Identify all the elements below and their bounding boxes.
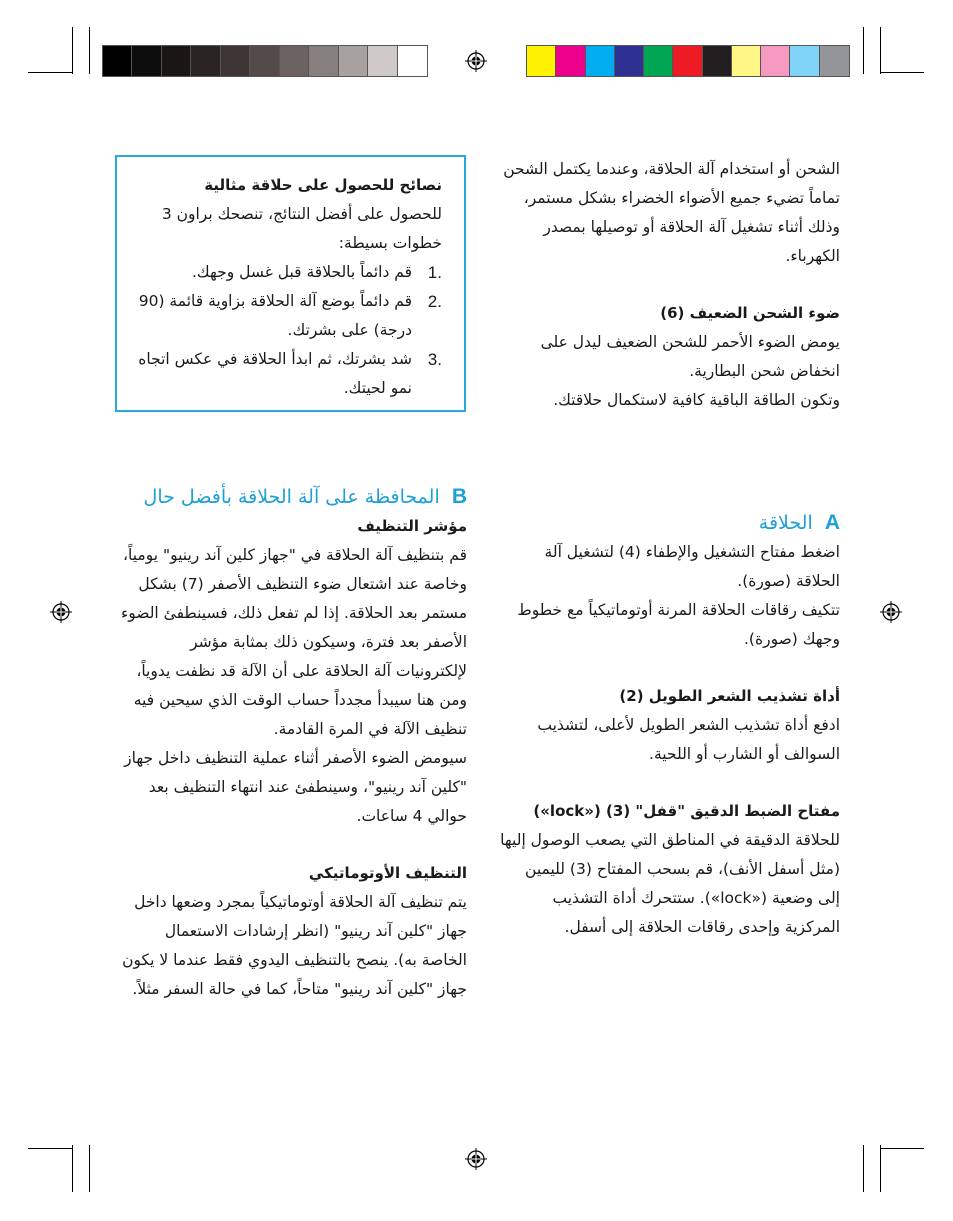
gray-swatch [132,46,161,76]
gray-swatch [309,46,338,76]
gray-swatch [191,46,220,76]
lock-heading: مفتاح الضبط الدقيق "قفل" (3) («lock») [533,802,840,820]
color-swatch [586,46,615,76]
item-text: قم دائماً بالحلاقة قبل غسل وجهك. [192,263,412,281]
tips-list [135,258,442,403]
shaving-text: اضغط مفتاح التشغيل والإطفاء (4) لتشغيل آلة الحلاقة (صورة). [544,543,840,590]
trimmer-heading: أداة تشذيب الشعر الطويل (2) [619,687,840,705]
right-column [500,155,840,415]
gray-swatch [221,46,250,76]
color-swatch [703,46,732,76]
low-charge-heading: ضوء الشحن الضعيف (6) [660,304,840,322]
tips-title: نصائح للحصول على حلاقة مثالية [204,176,442,194]
item-number: .3 [427,350,442,369]
cleaning-indicator-text: سيومض الضوء الأصفر أثناء عملية التنظيف داخل جهاز "كلين آند رينيو"، وسينطفئ عند انتهاء التنظيف بعد حوالي 4 ساعات. [124,749,467,825]
registration-mark-icon [50,601,72,623]
low-charge-text: يومض الضوء الأحمر للشحن الضعيف ليدل على انخفاض شحن البطارية. [540,333,840,380]
low-charge-text: وتكون الطاقة الباقية كافية لاستكمال حلاقتك. [553,391,840,409]
section-letter: A [824,511,840,534]
cleaning-indicator-text: قم بتنظيف آلة الحلاقة في "جهاز كلين آند رينيو" يومياً، وخاصة عند اشتعال ضوء التنظيف الأصفر (7) بشكل مستمر بعد الحلاقة. إذا لم تفعل ذلك، فسينطفئ الضوء الأصفر بعد فترة، وسيكون ذلك بمثابة مؤشر لإلكترونيات آلة الحلاقة على أن الآلة قد نظفت يدوياً، ومن هنا سيبدأ مجدداً حساب الوقت الذي سيحين فيه تنظيف الآلة في المرة القادمة. [120,546,467,738]
section-b-heading [115,482,467,512]
tips-intro: للحصول على أفضل النتائج، تنصحك براون 3 خطوات بسيطة: [161,205,442,252]
gray-swatch [250,46,279,76]
registration-mark-icon [880,601,902,623]
section-title: الحلاقة [758,512,813,534]
shaving-text: تتكيف رقاقات الحلاقة المرنة أوتوماتيكياً مع خطوط وجهك (صورة). [517,601,840,648]
color-swatch [527,46,556,76]
color-swatch [790,46,819,76]
item-number: .1 [427,263,442,282]
color-swatch [644,46,673,76]
color-swatch [732,46,761,76]
color-swatch [761,46,790,76]
section-b [115,482,467,1004]
auto-cleaning-heading: التنظيف الأوتوماتيكي [308,864,467,882]
list-item [135,345,442,403]
gray-swatch [162,46,191,76]
tips-box [115,155,466,412]
color-bar [526,45,850,77]
registration-mark-icon [465,50,487,72]
item-number: .2 [427,292,442,311]
registration-mark-icon [465,1148,487,1170]
charging-paragraph: الشحن أو استخدام آلة الحلاقة، وعندما يكتمل الشحن تماماً تضيء جميع الأضواء الخضراء بشكل مستمر، وذلك أثناء تشغيل آلة الحلاقة أو توصيلها بمصدر الكهرباء. [503,160,840,265]
gray-swatch [368,46,397,76]
section-letter: B [451,485,467,508]
gray-swatch [339,46,368,76]
color-swatch [615,46,644,76]
section-title: المحافظة على آلة الحلاقة بأفضل حال [143,486,440,508]
color-swatch [556,46,585,76]
grayscale-bar [102,45,428,77]
item-text: قم دائماً بوضع آلة الحلاقة بزاوية قائمة (90 درجة) على بشرتك. [138,292,412,339]
gray-swatch [280,46,309,76]
section-a-heading [500,508,840,538]
section-a [500,508,840,942]
color-swatch [673,46,702,76]
gray-swatch [103,46,132,76]
color-swatch [820,46,849,76]
trimmer-text: ادفع أداة تشذيب الشعر الطويل لأعلى، لتشذيب السوالف أو الشارب أو اللحية. [537,716,840,763]
auto-cleaning-text: يتم تنظيف آلة الحلاقة أوتوماتيكياً بمجرد وضعها داخل جهاز "كلين آند رينيو" (انظر إرشادات الاستعمال الخاصة به). ينصح بالتنظيف اليدوي فقط عندما لا يكون جهاز "كلين آند رينيو" متاحاً، كما في حالة السفر مثلاً. [122,893,467,998]
list-item [135,258,442,287]
list-item [135,287,442,345]
lock-text: للحلاقة الدقيقة في المناطق التي يصعب الوصول إليها (مثل أسفل الأنف)، قم بسحب المفتاح (3) لليمين إلى وضعية («lock»). ستتحرك أداة التشذيب المركزية وإحدى رقاقات الحلاقة إلى أسفل. [500,831,840,936]
item-text: شد بشرتك، ثم ابدأ الحلاقة في عكس اتجاه نمو لحيتك. [138,350,412,397]
gray-swatch [398,46,427,76]
cleaning-indicator-heading: مؤشر التنظيف [357,517,467,535]
